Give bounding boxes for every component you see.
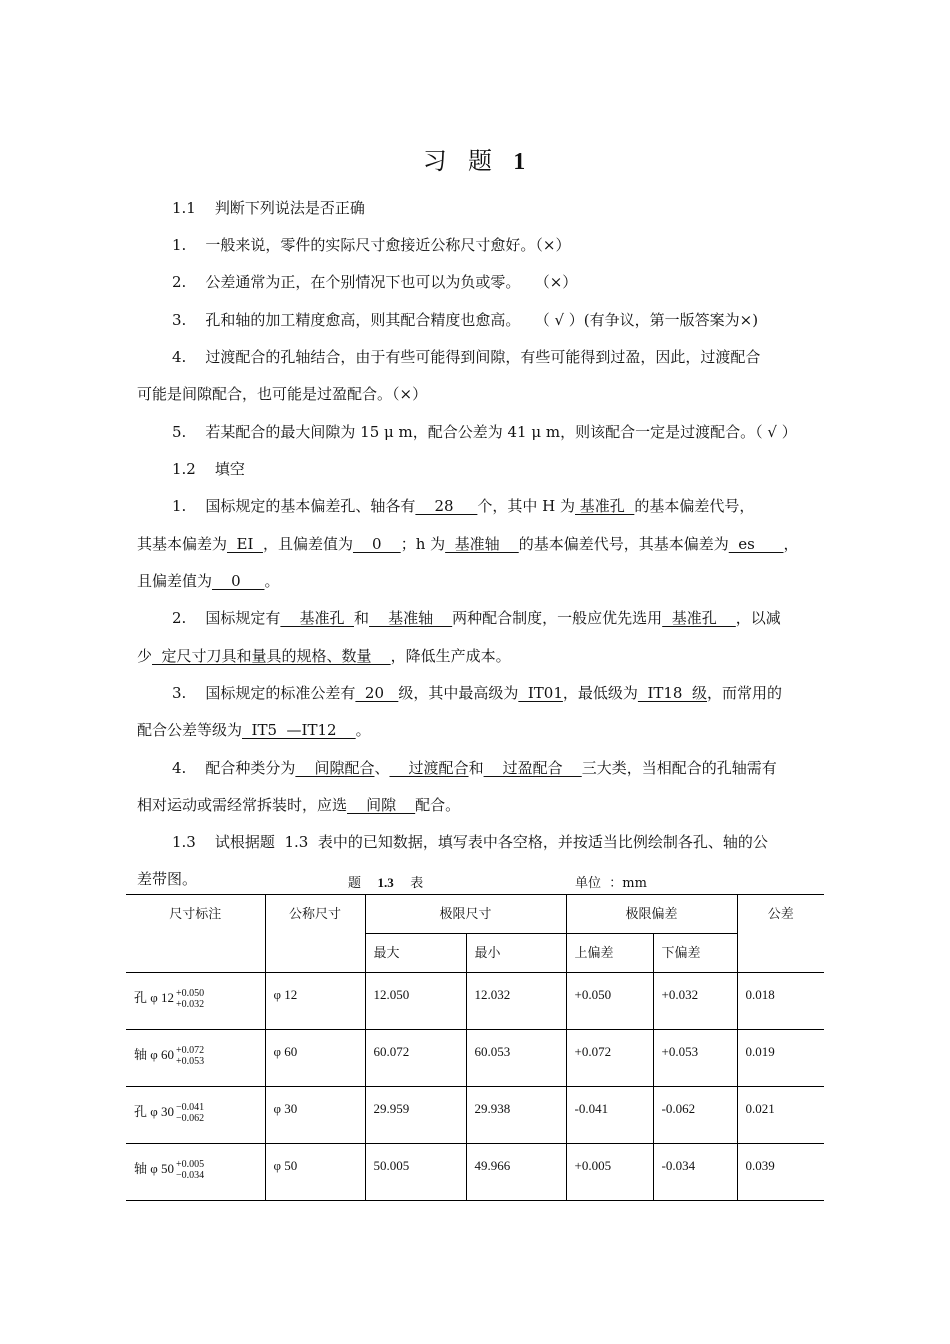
fill-2-line-1: 2. 国标规定有 基准孔 和 基准轴 两种配合制度，一般应优先选用 基准孔 ，以减 [172,609,781,627]
fill-4-line-1: 4. 配合种类分为 间隙配合、 过渡配合和 过盈配合 三大类，当相配合的孔轴需有 [172,759,777,777]
fill-1-line-3: 且偏差值为 0 。 [137,572,280,590]
cell-upper: +0.072 [566,1030,653,1087]
answer-blank: es [728,535,784,553]
section-1-1-heading: 1.1 判断下列说法是否正确 [172,199,365,217]
fill-3-line-2: 配合公差等级为 IT5 —IT12 。 [137,721,371,739]
answer-blank: 间隙 [347,796,416,814]
cell-upper: +0.050 [566,973,653,1030]
cell-min: 60.053 [466,1030,566,1087]
section-1-2-heading: 1.2 填空 [172,460,245,478]
answer-blank: IT5 —IT12 [242,721,356,739]
header-lower: 下偏差 [653,934,737,973]
table-caption: 题 1.3 表 [348,875,424,891]
answer-blank: 0 [352,535,401,553]
page-title: 习 题 1 [422,147,528,175]
cell-tolerance: 0.018 [737,973,824,1030]
tolerance-table [126,894,824,1201]
cell-nominal: φ 30 [265,1087,365,1144]
question-1: 1. 一般来说，零件的实际尺寸愈接近公称尺寸愈好。（×） [172,236,571,254]
question-5: 5. 若某配合的最大间隙为 15 μ m，配合公差为 41 μ m，则该配合一定是过渡配合。（ √ ） [172,423,797,441]
table-unit: 单位 ：mm [575,876,647,891]
cell-nominal: φ 12 [265,973,365,1030]
answer-blank: 过渡配合 [389,759,469,777]
cell-lower: +0.032 [653,973,737,1030]
question-2: 2. 公差通常为正，在个别情况下也可以为负或零。 （×） [172,273,578,291]
header-upper: 上偏差 [566,934,653,973]
cell-min: 49.966 [466,1144,566,1201]
fill-3-line-1: 3. 国标规定的标准公差有 20 级，其中最高级为 IT01，最低级为 IT18 级，而常用的 [172,684,783,702]
header-min: 最小 [466,934,566,973]
answer-blank: 基准轴 [445,535,519,553]
header-deviation: 极限偏差 [566,895,737,934]
header-mark: 尺寸标注 [126,895,265,973]
cell-min: 29.938 [466,1087,566,1144]
cell-tolerance: 0.039 [737,1144,824,1201]
answer-blank: EI [227,535,263,553]
cell-lower: +0.053 [653,1030,737,1087]
answer-blank: 基准孔 [280,609,354,627]
cell-nominal: φ 50 [265,1144,365,1201]
cell-mark: 孔 φ 30 −0.041 −0.062 [126,1087,265,1144]
answer-blank: 20 [355,684,399,702]
cell-lower: -0.034 [653,1144,737,1201]
fill-4-line-2: 相对运动或需经常拆装时，应选 间隙 配合。 [137,796,461,814]
cell-mark: 孔 φ 12 +0.050 +0.032 [126,973,265,1030]
header-tolerance: 公差 [737,895,824,973]
cell-max: 12.050 [365,973,466,1030]
cell-min: 12.032 [466,973,566,1030]
fill-1-line-1: 1. 国标规定的基本偏差孔、轴各有 28 个，其中 H 为 基准孔 的基本偏差代号， [172,497,755,515]
table-row [126,1087,824,1144]
answer-blank: 28 [415,497,478,515]
cell-mark: 轴 φ 60 +0.072 +0.053 [126,1030,265,1087]
question-3: 3. 孔和轴的加工精度愈高，则其配合精度也愈高。 （ √ ）(有争议，第一版答案为×) [172,311,759,329]
cell-mark: 轴 φ 50 +0.005 −0.034 [126,1144,265,1201]
question-4-line-1: 4. 过渡配合的孔轴结合，由于有些可能得到间隙，有些可能得到过盈，因此，过渡配合 [172,348,761,366]
header-limit: 极限尺寸 [365,895,566,934]
cell-upper: +0.005 [566,1144,653,1201]
fill-1-line-2: 其基本偏差为 EI ，且偏差值为 0 ；h 为 基准轴 的基本偏差代号，其基本偏差为 es ， [137,535,799,553]
answer-blank: IT01 [518,684,563,702]
cell-tolerance: 0.019 [737,1030,824,1087]
answer-blank: 基准孔 [662,609,736,627]
header-nominal: 公称尺寸 [265,895,365,973]
cell-lower: -0.062 [653,1087,737,1144]
cell-nominal: φ 60 [265,1030,365,1087]
section-1-3-line-2: 差带图。 [137,870,198,888]
fill-2-line-2: 少 定尺寸刀具和量具的规格、数量 ，降低生产成本。 [137,647,511,665]
answer-blank: 基准轴 [369,609,453,627]
cell-max: 60.072 [365,1030,466,1087]
answer-blank: 过盈配合 [483,759,582,777]
question-4-line-2: 可能是间隙配合，也可能是过盈配合。（×） [137,385,428,403]
answer-blank: 0 [212,572,265,590]
cell-tolerance: 0.021 [737,1087,824,1144]
answer-blank: 间隙配合 [295,759,375,777]
header-max: 最大 [365,934,466,973]
table-row [126,1030,824,1087]
cell-max: 50.005 [365,1144,466,1201]
table-row [126,1144,824,1201]
section-1-3-line-1: 1.3 试根据题 1.3 表中的已知数据，填写表中各空格，并按适当比例绘制各孔、轴的公 [172,833,768,851]
answer-blank: IT18 级 [637,684,708,702]
answer-blank: 基准孔 [575,497,635,515]
answer-blank: 定尺寸刀具和量具的规格、数量 [152,647,391,665]
cell-upper: -0.041 [566,1087,653,1144]
cell-max: 29.959 [365,1087,466,1144]
table-row [126,973,824,1030]
